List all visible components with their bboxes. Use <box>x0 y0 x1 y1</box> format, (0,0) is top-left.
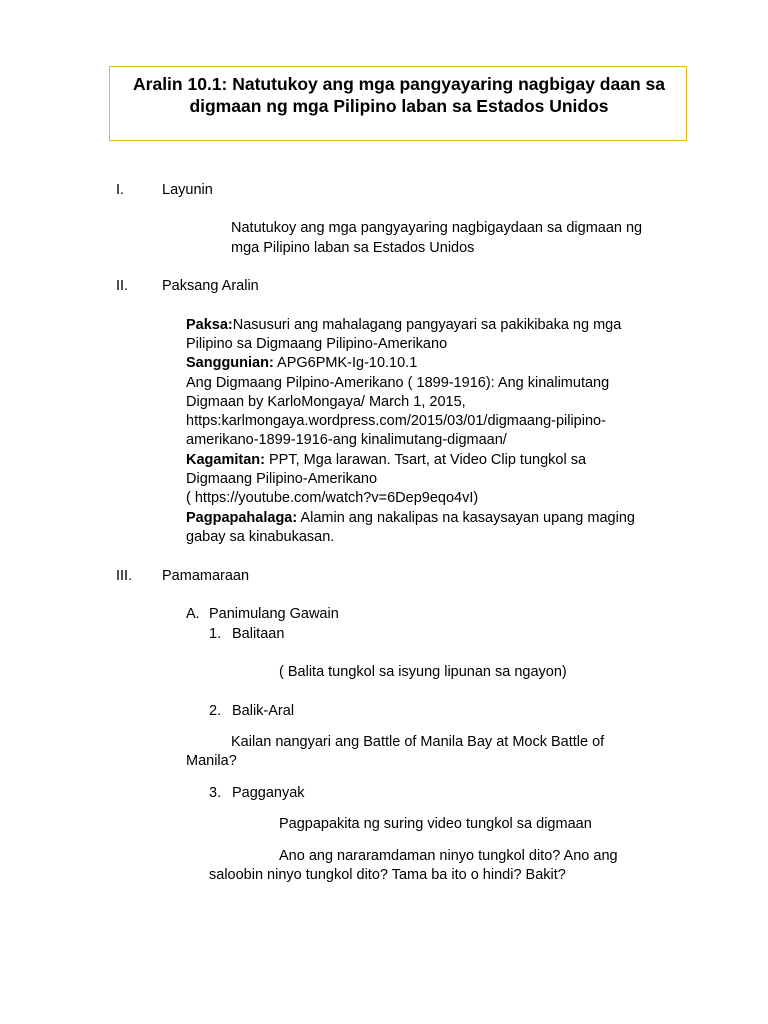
item-3-line-2: Ano ang nararamdaman ninyo tungkol dito? Ano ang <box>279 848 618 864</box>
sanggunian-line <box>186 354 417 373</box>
lesson-title-line-1: Aralin 10.1: Natutukoy ang mga pangyayaring nagbigay daan sa <box>133 74 665 94</box>
sub-a-letter: A. <box>186 606 200 622</box>
lesson-title-box <box>109 66 687 141</box>
sanggunian-code: APG6PMK-Ig-10.10.1 <box>273 355 418 371</box>
section-2-heading: Paksang Aralin <box>162 278 259 294</box>
section-1-numeral: I. <box>116 182 125 198</box>
item-3-title: Pagganyak <box>232 785 305 801</box>
section-3-numeral: III. <box>116 568 133 584</box>
paksa-label: Paksa: <box>186 317 233 333</box>
sub-a-title: Panimulang Gawain <box>209 606 339 622</box>
item-2-title: Balik-Aral <box>232 703 295 719</box>
pagpapahalaga-text: Alamin ang nakalipas na kasaysayan upang maging <box>297 510 635 526</box>
sanggunian-label: Sanggunian: <box>186 355 274 371</box>
kagamitan-line-1 <box>186 451 586 470</box>
kagamitan-line-2: Digmaang Pilipino-Amerikano <box>186 471 378 487</box>
item-1-title: Balitaan <box>232 626 285 642</box>
item-2-question-line-1: Kailan nangyari ang Battle of Manila Bay at Mock Battle of <box>231 734 605 750</box>
section-3-heading: Pamamaraan <box>162 568 250 584</box>
item-1-number: 1. <box>209 626 222 642</box>
objective-line-2: mga Pilipino laban sa Estados Unidos <box>231 240 475 256</box>
kagamitan-text: PPT, Mga larawan. Tsart, at Video Clip tungkol sa <box>264 452 587 468</box>
item-3-line-3: saloobin ninyo tungkol dito? Tama ba ito o hindi? Bakit? <box>209 867 566 883</box>
reference-line-1: Ang Digmaang Pilpino-Amerikano ( 1899-1916): Ang kinalimutang <box>186 375 610 391</box>
paksa-text: Nasusuri ang mahalagang pangyayari sa pakikibaka ng mga <box>232 317 622 333</box>
kagamitan-label: Kagamitan: <box>186 452 265 468</box>
reference-line-4: amerikano-1899-1916-ang kinalimutang-digmaan/ <box>186 432 507 448</box>
objective-line-1: Natutukoy ang mga pangyayaring nagbigaydaan sa digmaan ng <box>231 220 643 236</box>
item-3-line-1: Pagpapakita ng suring video tungkol sa digmaan <box>279 816 592 832</box>
item-2-number: 2. <box>209 703 222 719</box>
pagpapahalaga-label: Pagpapahalaga: <box>186 510 298 526</box>
section-1-heading: Layunin <box>162 182 213 198</box>
lesson-title-line-2: digmaan ng mga Pilipino laban sa Estados Unidos <box>189 96 609 116</box>
section-2-numeral: II. <box>116 278 129 294</box>
item-3-number: 3. <box>209 785 222 801</box>
item-1-note: ( Balita tungkol sa isyung lipunan sa ngayon) <box>279 664 567 680</box>
paksa-line-1 <box>186 316 621 335</box>
kagamitan-link: ( https://youtube.com/watch?v=6Dep9eqo4vI) <box>186 490 479 506</box>
reference-line-3: https:karlmongaya.wordpress.com/2015/03/01/digmaang-pilipino- <box>186 413 606 429</box>
pagpapahalaga-line-1 <box>186 509 635 528</box>
lesson-title <box>110 73 688 117</box>
reference-line-2: Digmaan by KarloMongaya/ March 1, 2015, <box>186 394 466 410</box>
pagpapahalaga-line-2: gabay sa kinabukasan. <box>186 529 335 545</box>
item-2-question-line-2: Manila? <box>186 753 237 769</box>
paksa-line-2: Pilipino sa Digmaang Pilipino-Amerikano <box>186 336 448 352</box>
